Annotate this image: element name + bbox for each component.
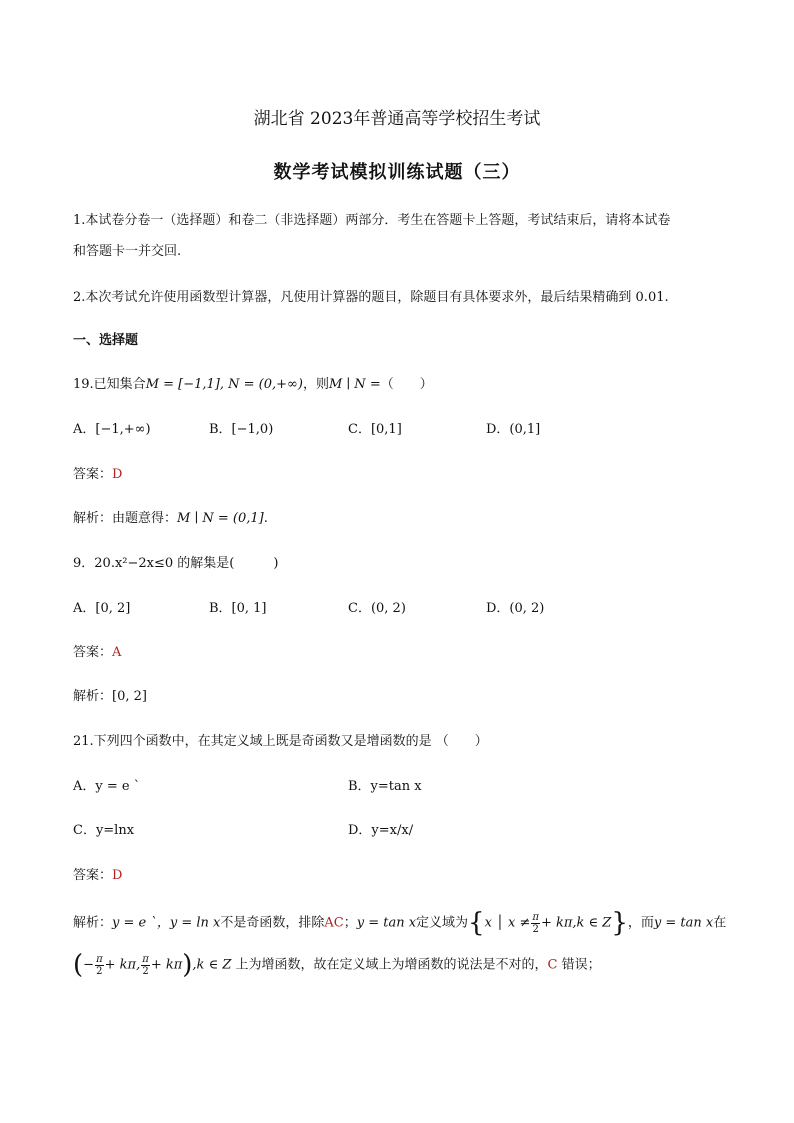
domain-set-mid: + kπ,k ∈ Z xyxy=(540,915,612,931)
exam-subtitle: 数学考试模拟训练试题（三） xyxy=(273,162,521,183)
q20-option-c: C．(0, 2) xyxy=(348,601,406,616)
question-19 xyxy=(73,376,433,394)
q21-analysis-tan2: y = tan x xyxy=(653,915,714,931)
q21-answer xyxy=(73,867,122,885)
question-21: 21.下列四个函数中，在其定义域上既是奇函数又是增函数的是 （ ） xyxy=(73,734,488,749)
q21-analysis-line1 xyxy=(73,908,726,939)
q21-option-c: C．y=lnx xyxy=(73,823,135,838)
fraction-pi-over-2-b xyxy=(141,954,150,977)
fraction-denominator: 2 xyxy=(96,965,103,977)
q19-mid: ，则 xyxy=(302,377,329,392)
fraction-numerator: π xyxy=(142,953,149,965)
q19-tail: （ ） xyxy=(380,377,433,392)
q21-analysis-excluded: AC xyxy=(324,915,344,931)
q20-answer-label: 答案： xyxy=(73,645,113,660)
q21-answer-label: 答案： xyxy=(73,868,113,883)
exam-title: 湖北省 2023年普通高等学校招生考试 xyxy=(253,109,541,129)
fraction-pi-over-2 xyxy=(531,912,540,935)
q21-analysis-text5: 错误； xyxy=(557,957,601,973)
instruction-1b: 和答题卡一并交回. xyxy=(73,244,182,259)
q21-analysis-line2 xyxy=(73,950,601,981)
q21-analysis-sep: ； xyxy=(343,915,357,931)
interval-mid: + kπ, xyxy=(104,957,141,973)
fraction-denominator: 2 xyxy=(532,923,539,935)
q19-analysis-label: 解析：由题意得： xyxy=(73,511,178,526)
left-paren: ( xyxy=(73,950,84,980)
q19-analysis xyxy=(73,510,268,528)
q21-analysis-domain-label: 定义域为 xyxy=(416,915,469,931)
fraction-numerator: π xyxy=(96,953,103,965)
instruction-2: 2.本次考试允许使用函数型计算器，凡使用计算器的题目，除题目有具体要求外，最后结果精确到 0.01. xyxy=(73,290,669,305)
domain-set-open: x │ x ≠ xyxy=(484,915,531,931)
q19-answer-label: 答案： xyxy=(73,467,113,482)
q20-analysis-text: [0, 2] xyxy=(112,689,147,704)
fraction-denominator: 2 xyxy=(142,965,149,977)
q19-stem: 19.已知集合 xyxy=(73,377,146,392)
q21-analysis-tan: y = tan x xyxy=(356,915,417,931)
q19-analysis-expr: M ∣ N = (0,1] xyxy=(177,511,264,526)
q21-analysis-wrong-option: C xyxy=(547,957,558,973)
q20-option-d: D．(0, 2) xyxy=(486,601,545,616)
q19-sets: M = [−1,1], N = (0,+∞) xyxy=(145,377,303,392)
q20-analysis xyxy=(73,688,147,706)
fraction-numerator: π xyxy=(532,911,539,923)
instruction-1a: 1.本试卷分卷一（选择题）和卷二（非选择题）两部分．考生在答题卡上答题，考试结束后，请将本试卷 xyxy=(73,213,671,228)
q21-answer-value: D xyxy=(112,868,123,883)
q20-answer xyxy=(73,644,121,662)
q19-option-c: C．[0,1] xyxy=(348,422,402,437)
q21-option-b: B．y=tan x xyxy=(348,779,422,794)
right-paren: ) xyxy=(182,950,193,980)
q20-option-b: B．[0, 1] xyxy=(209,601,267,616)
interval-minus: − xyxy=(83,957,95,973)
q20-option-a: A．[0, 2] xyxy=(73,601,131,616)
q21-analysis-text1: 不是奇函数，排除 xyxy=(220,915,325,931)
q21-analysis-text2: ，而 xyxy=(627,915,654,931)
interval-k: ,k ∈ Z xyxy=(192,957,232,973)
q19-option-a: A．[−1,+∞) xyxy=(73,422,151,437)
fraction-pi-over-2-a xyxy=(95,954,104,977)
q19-answer xyxy=(73,466,122,484)
q19-option-d: D．(0,1] xyxy=(486,422,541,437)
q21-option-a: A．y = e ˋ xyxy=(73,779,141,794)
q21-option-d: D．y=x/x/ xyxy=(348,823,414,838)
q19-option-b: B．[−1,0) xyxy=(209,422,274,437)
right-brace: } xyxy=(611,908,628,938)
q19-analysis-end: . xyxy=(263,511,268,526)
q19-answer-value: D xyxy=(112,467,123,482)
q20-analysis-label: 解析： xyxy=(73,689,113,704)
interval-end: + kπ xyxy=(150,957,183,973)
q20-answer-value: A xyxy=(112,645,122,660)
q21-analysis-text4: 上为增函数，故在定义域上为增函数的说法是不对的， xyxy=(231,957,548,973)
left-brace: { xyxy=(468,908,485,938)
section-heading: 一、选择题 xyxy=(73,333,139,348)
q19-expr: M ∣ N = xyxy=(328,377,381,392)
q21-analysis-funcs: y = e ˋ，y = ln x xyxy=(112,915,221,931)
q21-analysis-label: 解析： xyxy=(73,915,113,931)
question-20: 9．20.x²−2x≤0 的解集是( ) xyxy=(73,556,279,571)
q21-analysis-text3: 在 xyxy=(713,915,727,931)
